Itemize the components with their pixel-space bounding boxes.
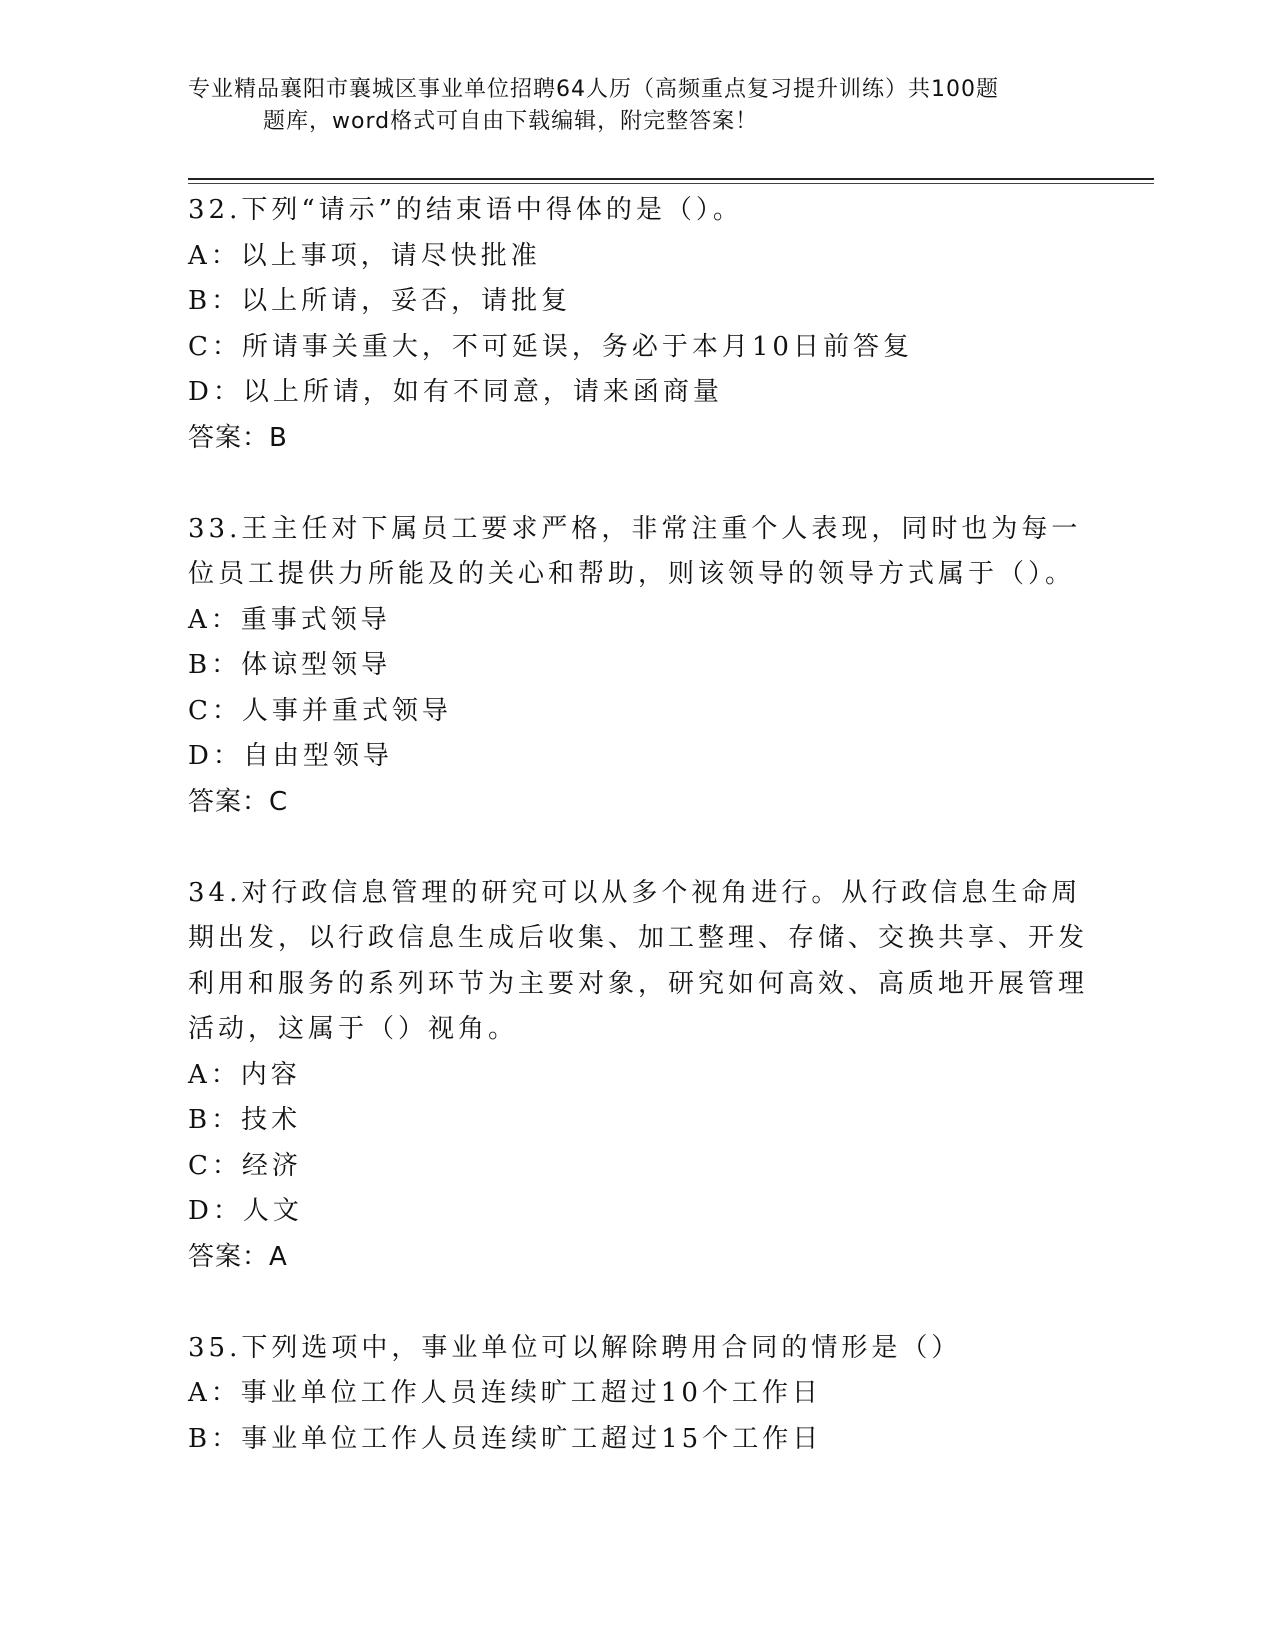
option-b: B：体谅型领导 <box>188 650 392 680</box>
question-35 <box>188 1326 1088 1463</box>
header-line-1: 专业精品襄阳市襄城区事业单位招聘64人历（高频重点复习提升训练）共100题 <box>188 77 999 102</box>
question-text: 32.下列“请示”的结束语中得体的是（）。 <box>188 195 743 225</box>
answer: 答案：B <box>188 422 288 453</box>
option-b: B：事业单位工作人员连续旷工超过15个工作日 <box>188 1423 823 1454</box>
answer: 答案：C <box>188 786 289 817</box>
header-divider-thin <box>188 183 1154 184</box>
option-c: C：经济 <box>188 1150 302 1181</box>
spacer <box>188 461 1088 507</box>
option-d: D：人文 <box>188 1196 303 1226</box>
header-line-2: 题库，word格式可自由下载编辑，附完整答案！ <box>263 109 759 134</box>
spacer <box>188 825 1088 871</box>
option-c: C：人事并重式领导 <box>188 695 452 726</box>
option-b: B：技术 <box>188 1105 302 1135</box>
question-list <box>188 188 1088 1462</box>
header-divider-thick <box>188 178 1154 180</box>
option-a: A：重事式领导 <box>188 604 391 635</box>
option-d: D：自由型领导 <box>188 741 393 771</box>
document-header <box>188 74 1068 138</box>
option-a: A：内容 <box>188 1059 301 1090</box>
option-b: B：以上所请，妥否，请批复 <box>188 286 572 316</box>
question-34 <box>188 871 1088 1281</box>
answer: 答案：A <box>188 1241 288 1272</box>
question-33 <box>188 507 1088 826</box>
question-text: 34.对行政信息管理的研究可以从多个视角进行。从行政信息生命周期出发，以行政信息生成后收集、加工整理、存储、交换共享、开发利用和服务的系列环节为主要对象，研究如何高效、高质地开展管理活动，这属于（）视角。 <box>188 877 1089 1044</box>
option-d: D：以上所请，如有不同意，请来函商量 <box>188 377 723 407</box>
option-a: A：事业单位工作人员连续旷工超过10个工作日 <box>188 1378 822 1408</box>
question-text: 35.下列选项中，事业单位可以解除聘用合同的情形是（） <box>188 1332 962 1363</box>
question-32 <box>188 188 1088 461</box>
option-c: C：所请事关重大，不可延误，务必于本月10日前答复 <box>188 331 913 362</box>
option-a: A：以上事项，请尽快批准 <box>188 240 541 271</box>
spacer <box>188 1280 1088 1326</box>
question-text: 33.王主任对下属员工要求严格，非常注重个人表现，同时也为每一位员工提供力所能及的关心和帮助，则该领导的领导方式属于（）。 <box>188 513 1082 589</box>
